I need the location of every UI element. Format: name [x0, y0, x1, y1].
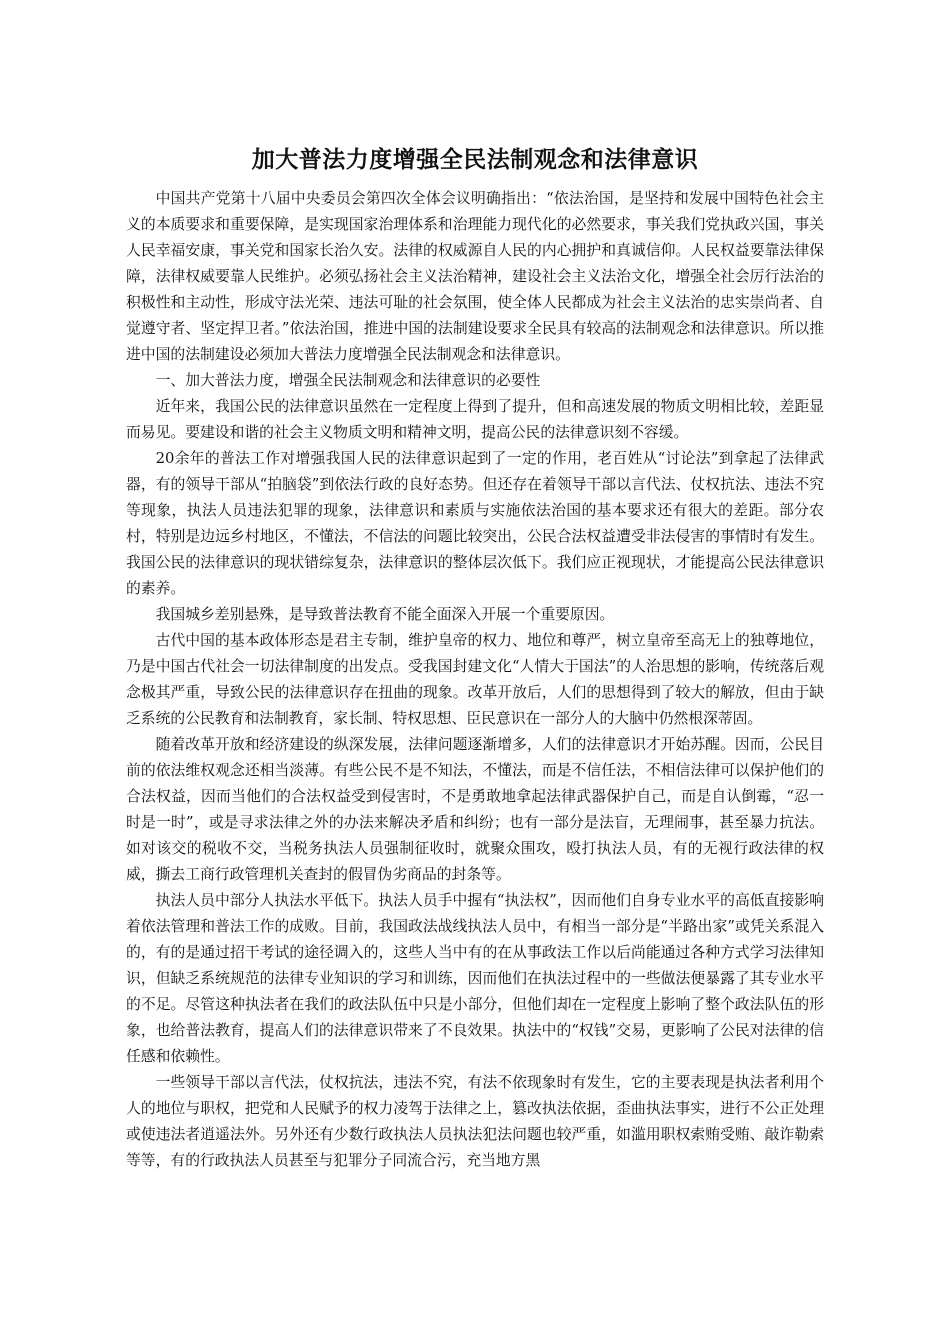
- paragraph-law-enforcement: 执法人员中部分人执法水平低下。执法人员手中握有“执法权”，因而他们自身专业水平的高低直接影响着依法管理和普法工作的成败。目前，我国政法战线执法人员中，有相当一部分是“半路出家”或凭关系混入的，有的是通过招干考试的途径调入的，这些人当中有的在从事政法工作以后尚能通过各种方式学习法律知识，但缺乏系统规范的法律专业知识的学习和训练，因而他们在执法过程中的一些做法便暴露了其专业水平的不足。尽管这种执法者在我们的政法队伍中只是小部分，但他们却在一定程度上影响了整个政法队伍的形象，也给普法教育，提高人们的法律意识带来了不良效果。执法中的“权钱”交易，更影响了公民对法律的信任感和依赖性。: [126, 892, 824, 1065]
- paragraph-ancient-china: 古代中国的基本政体形态是君主专制，维护皇帝的权力、地位和尊严，树立皇帝至高无上的独尊地位，乃是中国古代社会一切法律制度的出发点。受我国封建文化“人情大于国法”的人治思想的影响，传统落后观念极其严重，导致公民的法律意识存在扭曲的现象。改革开放后，人们的思想得到了较大的解放，但由于缺乏系统的公民教育和法制教育，家长制、特权思想、臣民意识在一部分人的大脑中仍然根深蒂固。: [126, 632, 824, 727]
- document-title: 加大普法力度增强全民法制观念和法律意识: [251, 147, 699, 173]
- paragraph-urban-rural: 我国城乡差别悬殊，是导致普法教育不能全面深入开展一个重要原因。: [155, 606, 615, 623]
- document-body: [126, 140, 824, 1174]
- section-heading-necessity: 一、加大普法力度，增强全民法制观念和法律意识的必要性: [155, 372, 541, 389]
- paragraph-reform: 随着改革开放和经济建设的纵深发展，法律问题逐渐增多，人们的法律意识才开始苏醒。因而，公民目前的依法维权观念还相当淡薄。有些公民不是不知法，不懂法，而是不信任法，不相信法律可以保护他们的合法权益，因而当他们的合法权益受到侵害时，不是勇敢地拿起法律武器保护自己，而是自认倒霉，“忍一时是一时”，或是寻求法律之外的办法来解决矛盾和纠纷；也有一部分是法盲，无理闹事，甚至暴力抗法。如对该交的税收不交，当税务执法人员强制征收时，就聚众围攻，殴打执法人员，有的无视行政法律的权威，撕去工商行政管理机关查封的假冒伪劣商品的封条等。: [126, 736, 824, 883]
- paragraph-twenty-years: 20余年的普法工作对增强我国人民的法律意识起到了一定的作用，老百姓从“讨论法”到拿起了法律武器，有的领导干部从“拍脑袋”到依法行政的良好态势。但还存在着领导干部以言代法、仗权抗法、违法不究等现象，执法人员违法犯罪的现象，法律意识和素质与实施依法治国的基本要求还有很大的差距。部分农村，特别是边远乡村地区，不懂法，不信法的问题比较突出，公民合法权益遭受非法侵害的事情时有发生。我国公民的法律意识的现状错综复杂，法律意识的整体层次低下。我们应正视现状，才能提高公民法律意识的素养。: [126, 450, 824, 597]
- paragraph-leadership: 一些领导干部以言代法，仗权抗法，违法不究，有法不依现象时有发生，它的主要表现是执法者利用个人的地位与职权，把党和人民赋予的权力凌驾于法律之上，篡改执法依据，歪曲执法事实，进行不公正处理或使违法者逍遥法外。另外还有少数行政执法人员执法犯法问题也较严重，如滥用职权索贿受贿、敲诈勒索等等，有的行政执法人员甚至与犯罪分子同流合污，充当地方黑: [126, 1074, 824, 1169]
- paragraph-recent-years: 近年来，我国公民的法律意识虽然在一定程度上得到了提升，但和高速发展的物质文明相比较，差距显而易见。要建设和谐的社会主义物质文明和精神文明，提高公民的法律意识刻不容缓。: [126, 398, 824, 441]
- paragraph-intro: 中国共产党第十八届中央委员会第四次全体会议明确指出：“依法治国，是坚持和发展中国特色社会主义的本质要求和重要保障，是实现国家治理体系和治理能力现代化的必然要求，事关我们党执政兴国，事关人民幸福安康，事关党和国家长治久安。法律的权威源自人民的内心拥护和真诚信仰。人民权益要靠法律保障，法律权威要靠人民维护。必须弘扬社会主义法治精神，建设社会主义法治文化，增强全社会厉行法治的积极性和主动性，形成守法光荣、违法可耻的社会氛围，使全体人民都成为社会主义法治的忠实崇尚者、自觉遵守者、坚定捍卫者。”依法治国，推进中国的法制建设要求全民具有较高的法制观念和法律意识。所以推进中国的法制建设必须加大普法力度增强全民法制观念和法律意识。: [126, 190, 824, 363]
